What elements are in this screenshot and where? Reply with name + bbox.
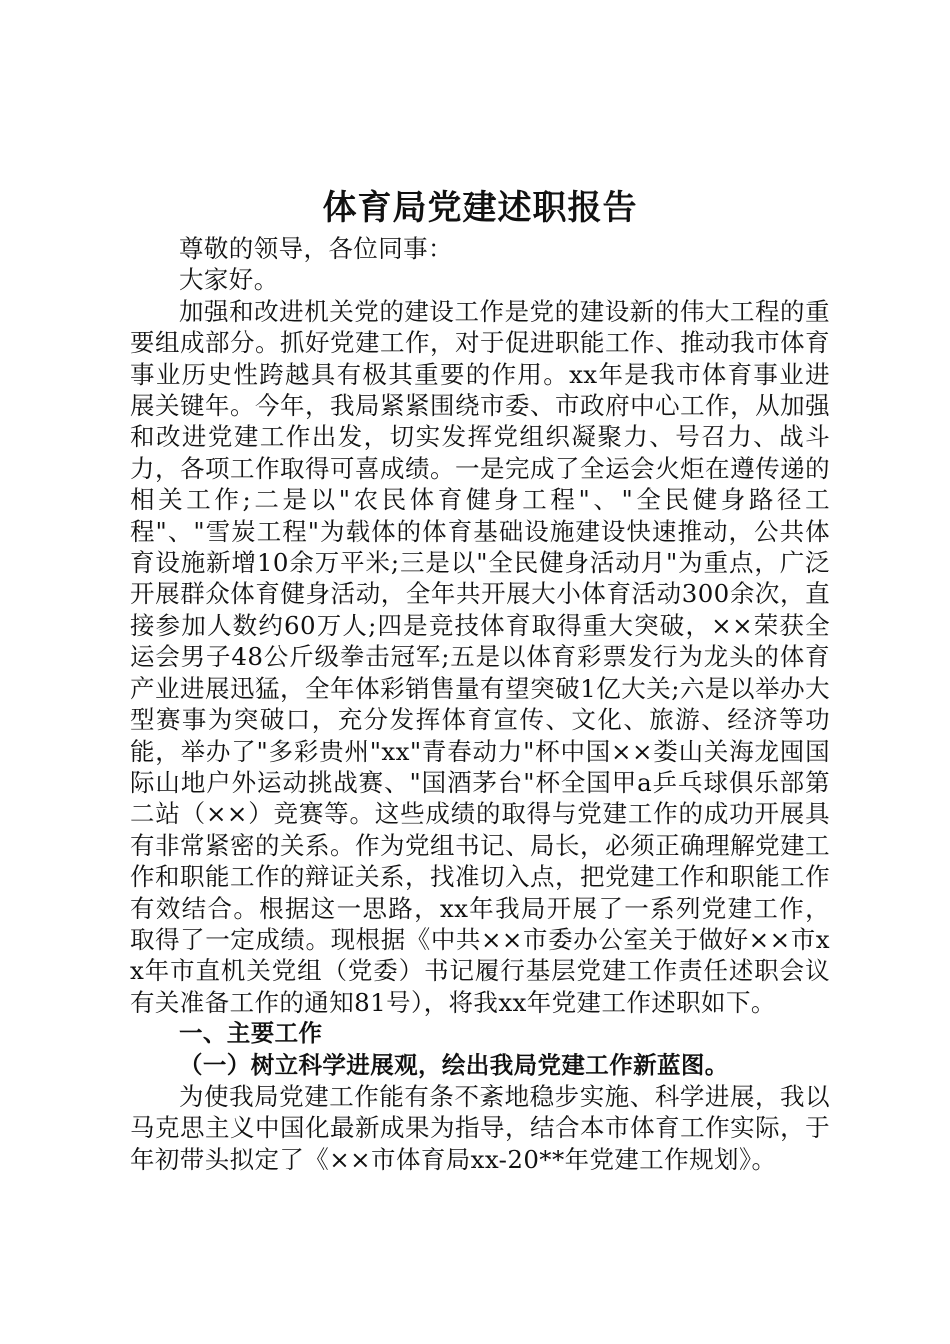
- subsection-heading-1: （一）树立科学进展观，绘出我局党建工作新蓝图。: [179, 1050, 729, 1079]
- body-paragraph-1: 加强和改进机关党的建设工作是党的建设新的伟大工程的重要组成部分。抓好党建工作，对于促进职能工作、推动我市体育事业历史性跨越具有极其重要的作用。xx年是我市体育事业进展关键年。今年，我局紧紧围绕市委、市政府中心工作，从加强和改进党建工作出发，切实发挥党组织凝聚力、号召力、战斗力，各项工作取得可喜成绩。一是完成了全运会火炬在遵传递的相关工作;二是以"农民体育健身工程"、"全民健身路径工程"、"雪炭工程"为载体的体育基础设施建设快速推动，公共体育设施新增10余万平米;三是以"全民健身活动月"为重点，广泛开展群众体育健身活动，全年共开展大小体育活动300余次，直接参加人数约60万人;四是竞技体育取得重大突破，××荣获全运会男子48公斤级拳击冠军;五是以体育彩票发行为龙头的体育产业进展迅猛，全年体彩销售量有望突破1亿大关;六是以举办大型赛事为突破口，充分发挥体育宣传、文化、旅游、经济等功能，举办了"多彩贵州"xx"青春动力"杯中国××娄山关海龙囤国际山地户外运动挑战赛、"国酒茅台"杯全国甲a乒乓球俱乐部第二站（××）竞赛等。这些成绩的取得与党建工作的成功开展具有非常紧密的关系。作为党组书记、局长，必须正确理解党建工作和职能工作的辩证关系，找准切入点，把党建工作和职能工作有效结合。根据这一思路，xx年我局开展了一系列党建工作，取得了一定成绩。现根据《中共××市委办公室关于做好××市xx年市直机关党组（党委）书记履行基层党建工作责任述职会议有关准备工作的通知81号），将我xx年党建工作述职如下。: [130, 296, 830, 1017]
- greeting: 大家好。: [179, 265, 279, 295]
- salutation: 尊敬的领导，各位同事：: [179, 234, 453, 263]
- body-paragraph-2: 为使我局党建工作能有条不紊地稳步实施、科学进展，我以马克思主义中国化最新成果为指导，结合本市体育工作实际，于年初带头拟定了《××市体育局xx-20**年党建工作规划》。: [130, 1081, 830, 1174]
- document-body: [130, 185, 830, 1175]
- section-heading-main-work: 一、主要工作: [179, 1019, 323, 1048]
- document-title: 体育局党建述职报告: [322, 188, 638, 228]
